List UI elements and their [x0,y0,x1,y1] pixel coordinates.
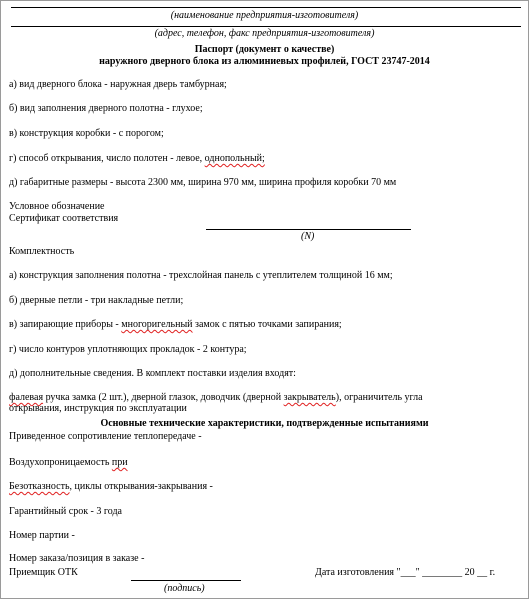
signature-line [131,580,241,581]
item-leaf-filling: б) вид заполнения дверного полотна - глухое; [9,103,203,114]
completeness-hinges: б) дверные петли - три накладные петли; [9,295,184,306]
manufacturer-name-note: (наименование предприятия-изготовителя) [170,10,359,21]
completeness-additional: д) дополнительные сведения. В комплект поставки изделия входят: [9,368,296,379]
manufacturer-address-line [11,26,521,27]
signature-note: (подпись) [164,583,205,594]
extras-text-2: ), ограничитель угла [335,392,423,403]
manufacturer-name-line [11,7,521,8]
manufacture-date: Дата изготовления "___" ________ 20 __ г. [315,567,496,578]
air-prefix: Воздухопроницаемость [9,457,112,468]
document-title: Паспорт (документ о качестве) [194,44,335,55]
item-opening-method [9,153,265,165]
completeness-seals: г) число контуров уплотняющих прокладок - 2 контура; [9,344,247,355]
locks-prefix: в) запирающие приборы - [9,319,122,330]
manufacturer-address-note: (адрес, телефон, факс предприятия-изготовителя) [154,28,375,39]
locks-suffix: замок с пятью точками запирания; [192,319,342,330]
reliability-suffix: , циклы открывания-закрывания - [69,481,213,492]
reliability-word: Безотказность [9,481,70,492]
item-frame-construction: в) конструкция коробки - с порогом; [9,128,164,139]
extras-word-2: закрыватель [283,392,336,403]
completeness-locks [9,319,342,331]
locks-word: многоригельный [121,319,193,330]
spec-order-number: Номер заказа/позиция в заказе - [9,553,145,564]
specs-heading: Основные технические характеристики, подтвержденные испытаниями [100,418,429,429]
designation-label: Условное обозначение [9,201,105,212]
spec-warranty: Гарантийный срок - 3 года [9,506,122,517]
extras-word-1: фалевая [9,392,44,403]
certificate-number-note: (N) [301,231,315,242]
extras-text-1: ручка замка (2 шт.), дверной глазок, доводчик (дверной [43,392,284,403]
certificate-line [206,229,411,230]
document-subtitle: наружного дверного блока из алюминиевых профилей, ГОСТ 23747-2014 [99,56,430,67]
item-block-type: а) вид дверного блока - наружная дверь тамбурная; [9,79,227,90]
completeness-filling: а) конструкция заполнения полотна - трехслойная панель с утеплителем толщиной 16 мм; [9,270,393,281]
opening-method-word: однопольный; [204,153,265,164]
spec-reliability [9,481,213,493]
air-word: при [111,457,128,468]
spec-thermal-resistance: Приведенное сопротивление теплопередаче - [9,431,202,442]
opening-method-text: г) способ открывания, число полотен - левое, [9,153,205,164]
completeness-heading: Комплектность [9,246,75,257]
spec-batch-number: Номер партии - [9,530,75,541]
item-dimensions: д) габаритные размеры - высота 2300 мм, ширина 970 мм, ширина профиля коробки 70 мм [9,177,397,188]
spec-air-permeability [9,457,128,469]
inspector-label: Приемщик ОТК [9,567,78,578]
completeness-extras-line2: открывания, инструкция по эксплуатации [9,403,187,414]
certificate-label: Сертификат соответствия [9,213,119,224]
